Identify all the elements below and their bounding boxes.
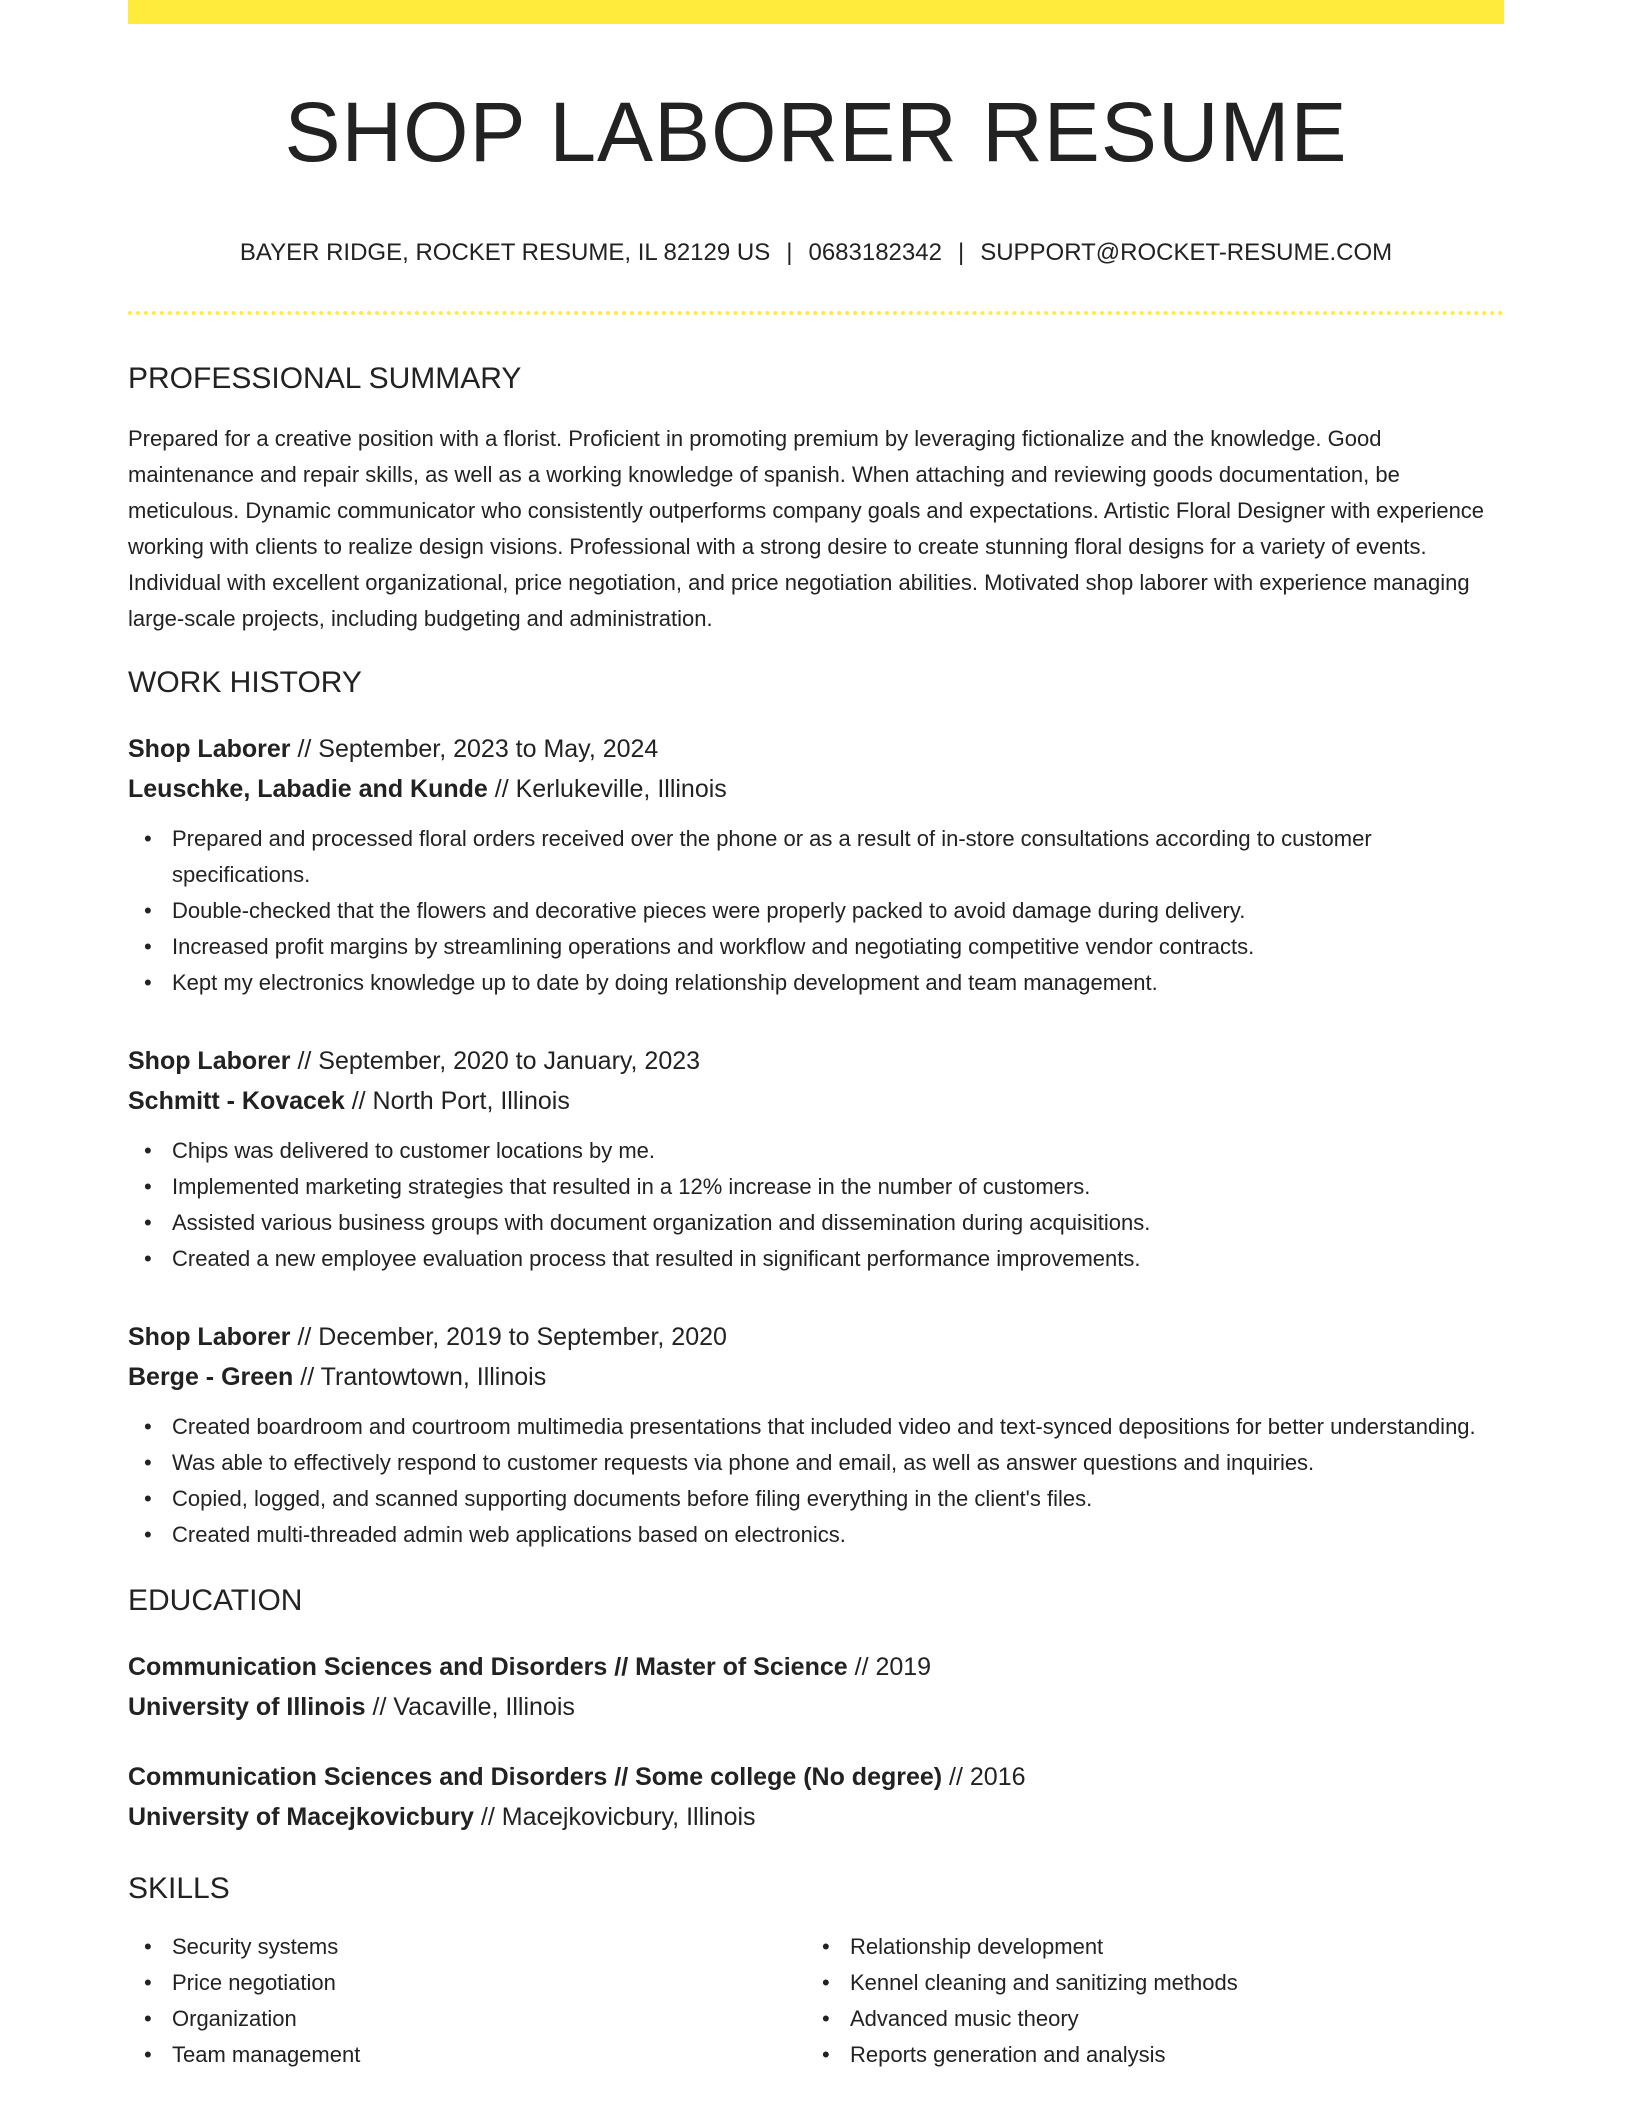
job-entry [128, 729, 1504, 1001]
work-history-heading: WORK HISTORY [128, 666, 362, 699]
education-degree: Communication Sciences and Disorders // Master of Science [128, 1653, 848, 1681]
job-entry [128, 1317, 1504, 1553]
skill-item: • Price negotiation [172, 1965, 806, 2001]
education-school-line [128, 1687, 1504, 1727]
job-dates: // September, 2023 to May, 2024 [290, 735, 659, 763]
job-dates: // September, 2020 to January, 2023 [290, 1047, 701, 1075]
job-bullets [128, 1133, 1504, 1277]
skills-column-left [128, 1929, 806, 2073]
contact-email: SUPPORT@ROCKET-RESUME.COM [980, 239, 1393, 266]
job-bullets [128, 821, 1504, 1001]
resume-page [128, 0, 1504, 2112]
education-location: // Vacaville, Illinois [365, 1693, 575, 1721]
job-bullet: • Double-checked that the flowers and decorative pieces were properly packed to avoid damage during delivery. [172, 893, 1504, 929]
education-degree-line [128, 1647, 1504, 1687]
job-bullet: • Created boardroom and courtroom multimedia presentations that included video and text-synced depositions for better understanding. [172, 1409, 1504, 1445]
job-bullet: • Prepared and processed floral orders received over the phone or as a result of in-store consultations according to customer specifications. [172, 821, 1504, 893]
education-degree-line [128, 1757, 1504, 1797]
skill-item: • Security systems [172, 1929, 806, 1965]
contact-address: BAYER RIDGE, ROCKET RESUME, IL 82129 US [239, 239, 771, 266]
job-location: // North Port, Illinois [344, 1087, 570, 1115]
job-title-line [128, 1317, 1504, 1357]
job-title-line [128, 1041, 1504, 1081]
skill-item: • Kennel cleaning and sanitizing methods [850, 1965, 1484, 2001]
contact-separator: | [957, 239, 965, 266]
job-company: Schmitt - Kovacek [128, 1087, 345, 1115]
job-bullet: • Kept my electronics knowledge up to date by doing relationship development and team management. [172, 965, 1504, 1001]
job-company: Berge - Green [128, 1363, 294, 1391]
education-year: // 2019 [847, 1653, 932, 1681]
job-bullet: • Implemented marketing strategies that resulted in a 12% increase in the number of customers. [172, 1169, 1504, 1205]
contact-phone: 0683182342 [808, 239, 942, 266]
job-title: Shop Laborer [128, 735, 291, 763]
skills-heading: SKILLS [128, 1872, 230, 1905]
skills-columns [128, 1929, 1504, 2073]
skills-list [128, 1929, 806, 2073]
skill-item: • Advanced music theory [850, 2001, 1484, 2037]
job-entry [128, 1041, 1504, 1277]
education-list [128, 1647, 1504, 1837]
education-location: // Macejkovicbury, Illinois [473, 1803, 756, 1831]
skill-item: • Team management [172, 2037, 806, 2073]
summary-heading: PROFESSIONAL SUMMARY [128, 362, 522, 395]
skill-item: • Relationship development [850, 1929, 1484, 1965]
education-heading: EDUCATION [128, 1584, 303, 1617]
education-school: University of Illinois [128, 1693, 366, 1721]
summary-text: Prepared for a creative position with a florist. Proficient in promoting premium by leveraging fictionalize and the knowledge. Good maintenance and repair skills, as well as a working knowledge of spanish. When attaching and reviewing goods documentation, be meticulous. Dynamic communicator who consistently outperforms company goals and expectations. Artistic Floral Designer with experience working with clients to realize design visions. Professional with a strong desire to create stunning floral designs for a variety of events. Individual with excellent organizational, price negotiation, and price negotiation abilities. Motivated shop laborer with experience managing large-scale projects, including budgeting and administration. [128, 426, 1485, 631]
job-company-line [128, 1357, 1504, 1397]
education-degree: Communication Sciences and Disorders // Some college (No degree) [128, 1763, 943, 1791]
job-dates: // December, 2019 to September, 2020 [290, 1323, 727, 1351]
job-company: Leuschke, Labadie and Kunde [128, 775, 488, 803]
education-school-line [128, 1797, 1504, 1837]
job-title: Shop Laborer [128, 1323, 291, 1351]
skill-item: • Reports generation and analysis [850, 2037, 1484, 2073]
job-bullet: • Created a new employee evaluation process that resulted in significant performance improvements. [172, 1241, 1504, 1277]
skill-item: • Organization [172, 2001, 806, 2037]
job-title: Shop Laborer [128, 1047, 291, 1075]
education-school: University of Macejkovicbury [128, 1803, 474, 1831]
job-location: // Kerlukeville, Illinois [487, 775, 727, 803]
accent-top-bar [128, 0, 1504, 24]
contact-separator: | [786, 239, 793, 266]
skills-column-right [806, 1929, 1484, 2073]
job-bullets [128, 1409, 1504, 1553]
skills-list [806, 1929, 1484, 2073]
work-history-list [128, 729, 1504, 1553]
job-bullet: • Copied, logged, and scanned supporting documents before filing everything in the client's files. [172, 1481, 1504, 1517]
dotted-divider [128, 311, 1504, 315]
job-bullet: • Increased profit margins by streamlining operations and workflow and negotiating competitive vendor contracts. [172, 929, 1504, 965]
contact-line [128, 238, 1504, 268]
education-entry [128, 1757, 1504, 1837]
job-bullet: • Created multi-threaded admin web applications based on electronics. [172, 1517, 1504, 1553]
job-location: // Trantowtown, Illinois [293, 1363, 547, 1391]
job-company-line [128, 1081, 1504, 1121]
job-bullet: • Assisted various business groups with document organization and dissemination during acquisitions. [172, 1205, 1504, 1241]
job-bullet: • Was able to effectively respond to customer requests via phone and email, as well as answer questions and inquiries. [172, 1445, 1504, 1481]
education-entry [128, 1647, 1504, 1727]
job-bullet: • Chips was delivered to customer locations by me. [172, 1133, 1504, 1169]
job-title-line [128, 729, 1504, 769]
job-company-line [128, 769, 1504, 809]
education-year: // 2016 [942, 1763, 1026, 1791]
resume-title: SHOP LABORER RESUME [284, 85, 1348, 179]
